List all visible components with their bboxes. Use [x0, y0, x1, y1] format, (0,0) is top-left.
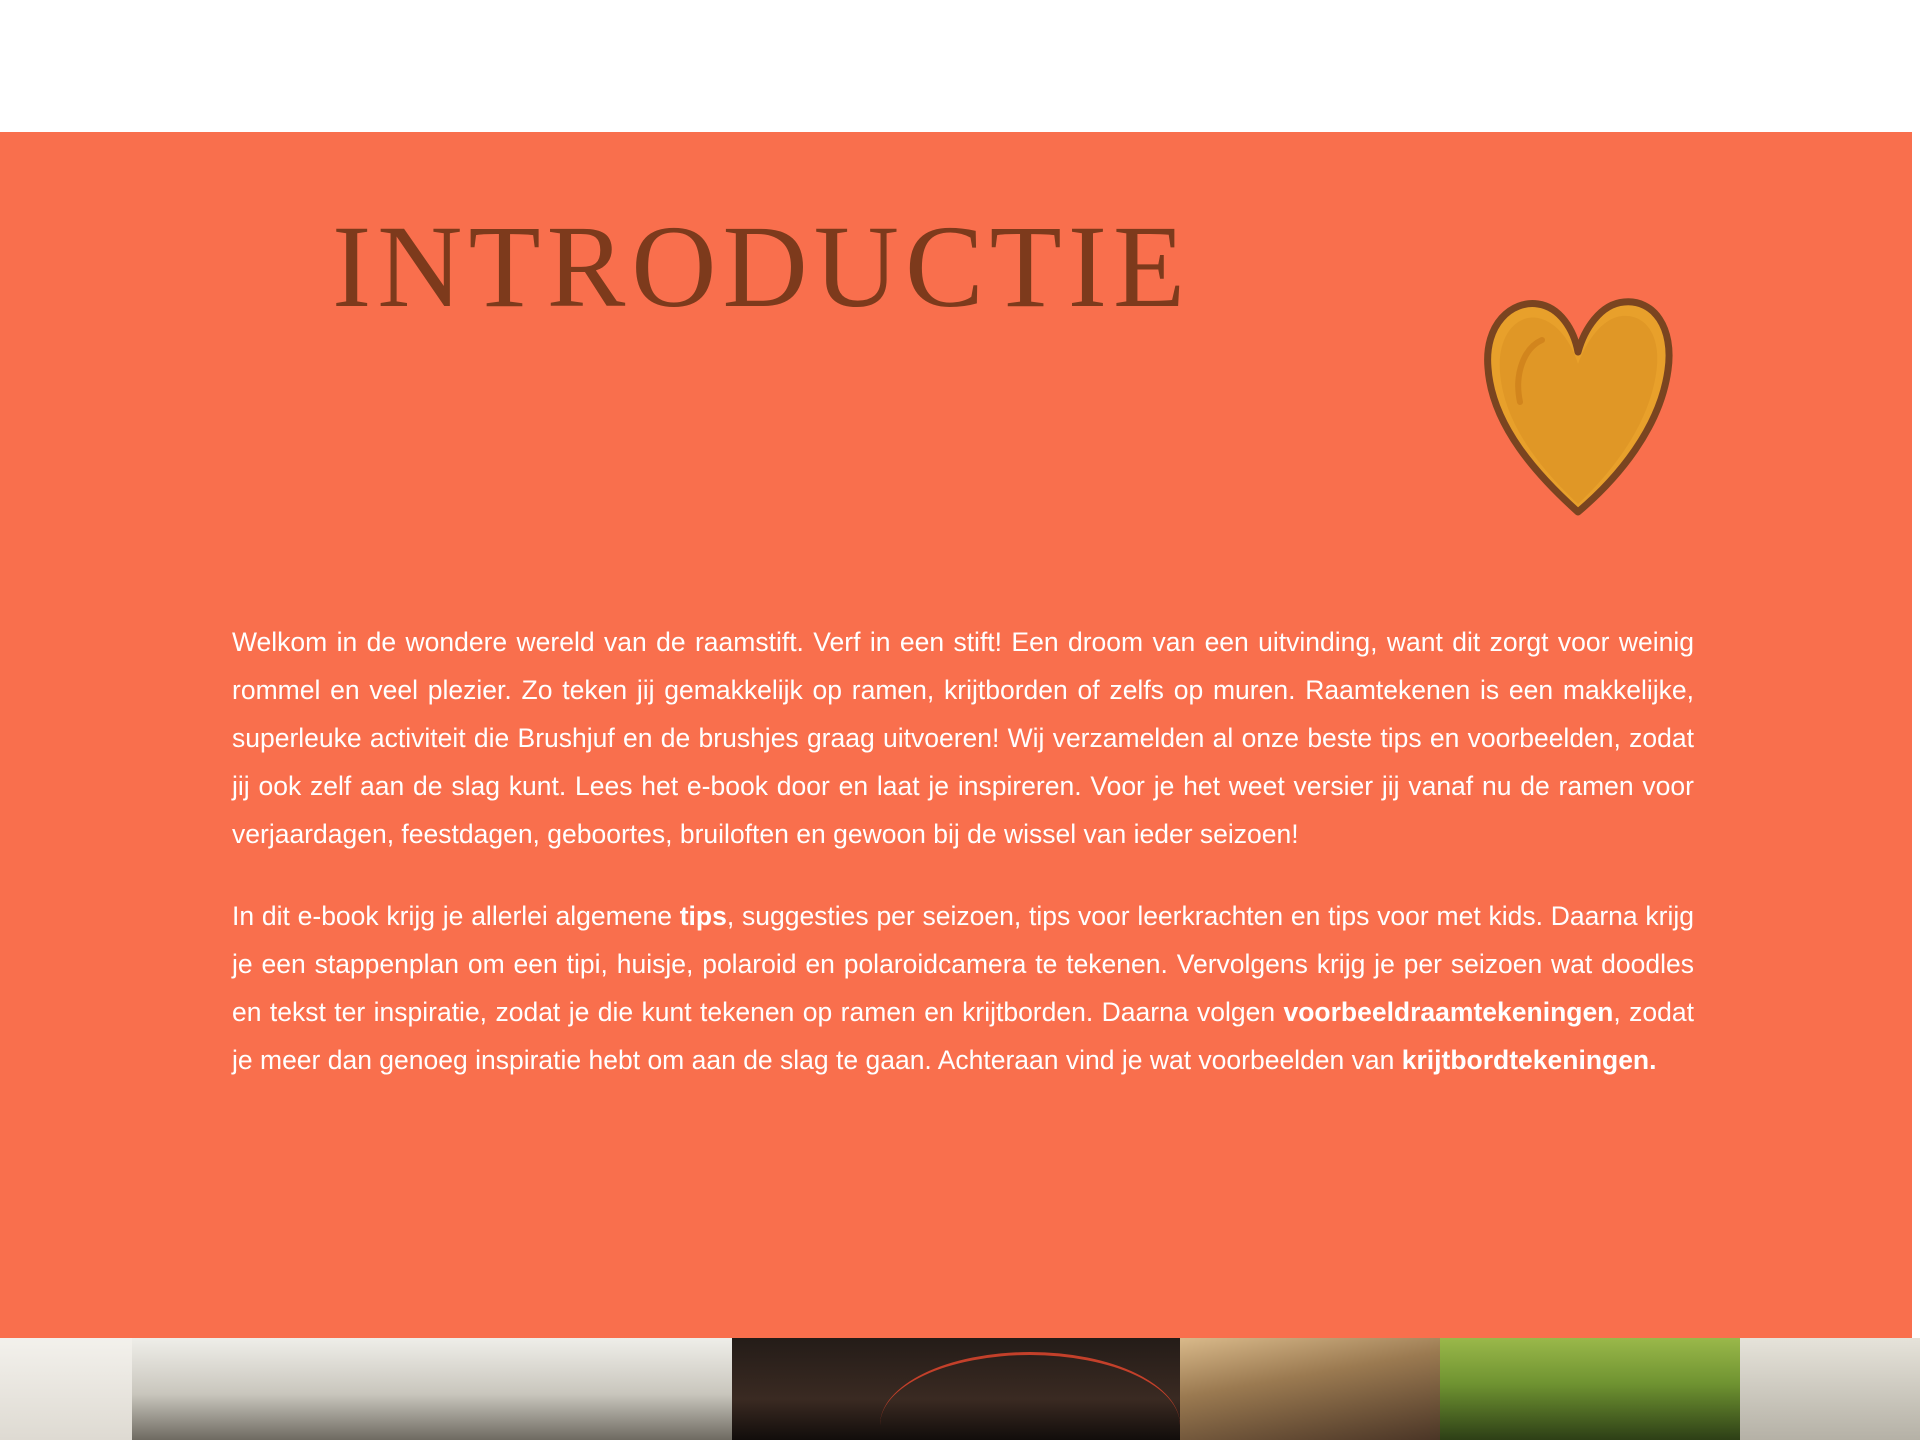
top-white-margin	[0, 0, 1920, 132]
paragraph-2-bold-voorbeeldraamtekeningen: voorbeeldraamtekeningen	[1283, 997, 1614, 1027]
paragraph-2-bold-krijtbordtekeningen: krijtbordtekeningen.	[1401, 1045, 1657, 1075]
photo-region-person-hair	[1180, 1338, 1440, 1440]
photo-region-wall-right	[1740, 1338, 1920, 1440]
photo-region-plant	[1440, 1338, 1740, 1440]
photo-region-cabinet	[132, 1338, 732, 1440]
photo-region-wall-left	[0, 1338, 132, 1440]
paragraph-2-bold-tips: tips	[679, 901, 727, 931]
right-white-gutter	[1912, 132, 1920, 1338]
paragraph-2-segment-3: , zodat je meer dan genoeg inspiratie hebt om aan de slag te gaan. Achteraan vind je wat voorbeelden van	[232, 997, 1694, 1075]
paragraph-2	[232, 892, 1694, 1084]
body-text	[232, 618, 1694, 1084]
bottom-photo-strip	[0, 1338, 1920, 1440]
paragraph-1: Welkom in de wondere wereld van de raamstift. Verf in een stift! Een droom van een uitvinding, want dit zorgt voor weinig rommel en veel plezier. Zo teken jij gemakkelijk op ramen, krijtborden of zelfs op muren. Raamtekenen is een makkelijke, superleuke activiteit die Brushjuf en de brushjes graag uitvoeren! Wij verzamelden al onze beste tips en voorbeelden, zodat jij ook zelf aan de slag kunt. Lees het e-book door en laat je inspireren. Voor je het weet versier jij vanaf nu de ramen voor verjaardagen, feestdagen, geboortes, bruiloften en gewoon bij de wissel van ieder seizoen!	[232, 627, 1694, 849]
paragraph-2-segment-2: , suggesties per seizoen, tips voor leerkrachten en tips voor met kids. Daarna krijg je een stappenplan om een tipi, huisje, polaroid en polaroidcamera te tekenen. Vervolgens krijg je per seizoen wat doodles en tekst ter inspiratie, zodat je die kunt tekenen op ramen en krijtborden. Daarna volgen	[232, 901, 1694, 1027]
page-title: INTRODUCTIE	[332, 201, 1192, 332]
heart-icon	[1478, 290, 1678, 520]
paragraph-2-segment-1: In dit e-book krijg je allerlei algemene	[232, 901, 680, 931]
